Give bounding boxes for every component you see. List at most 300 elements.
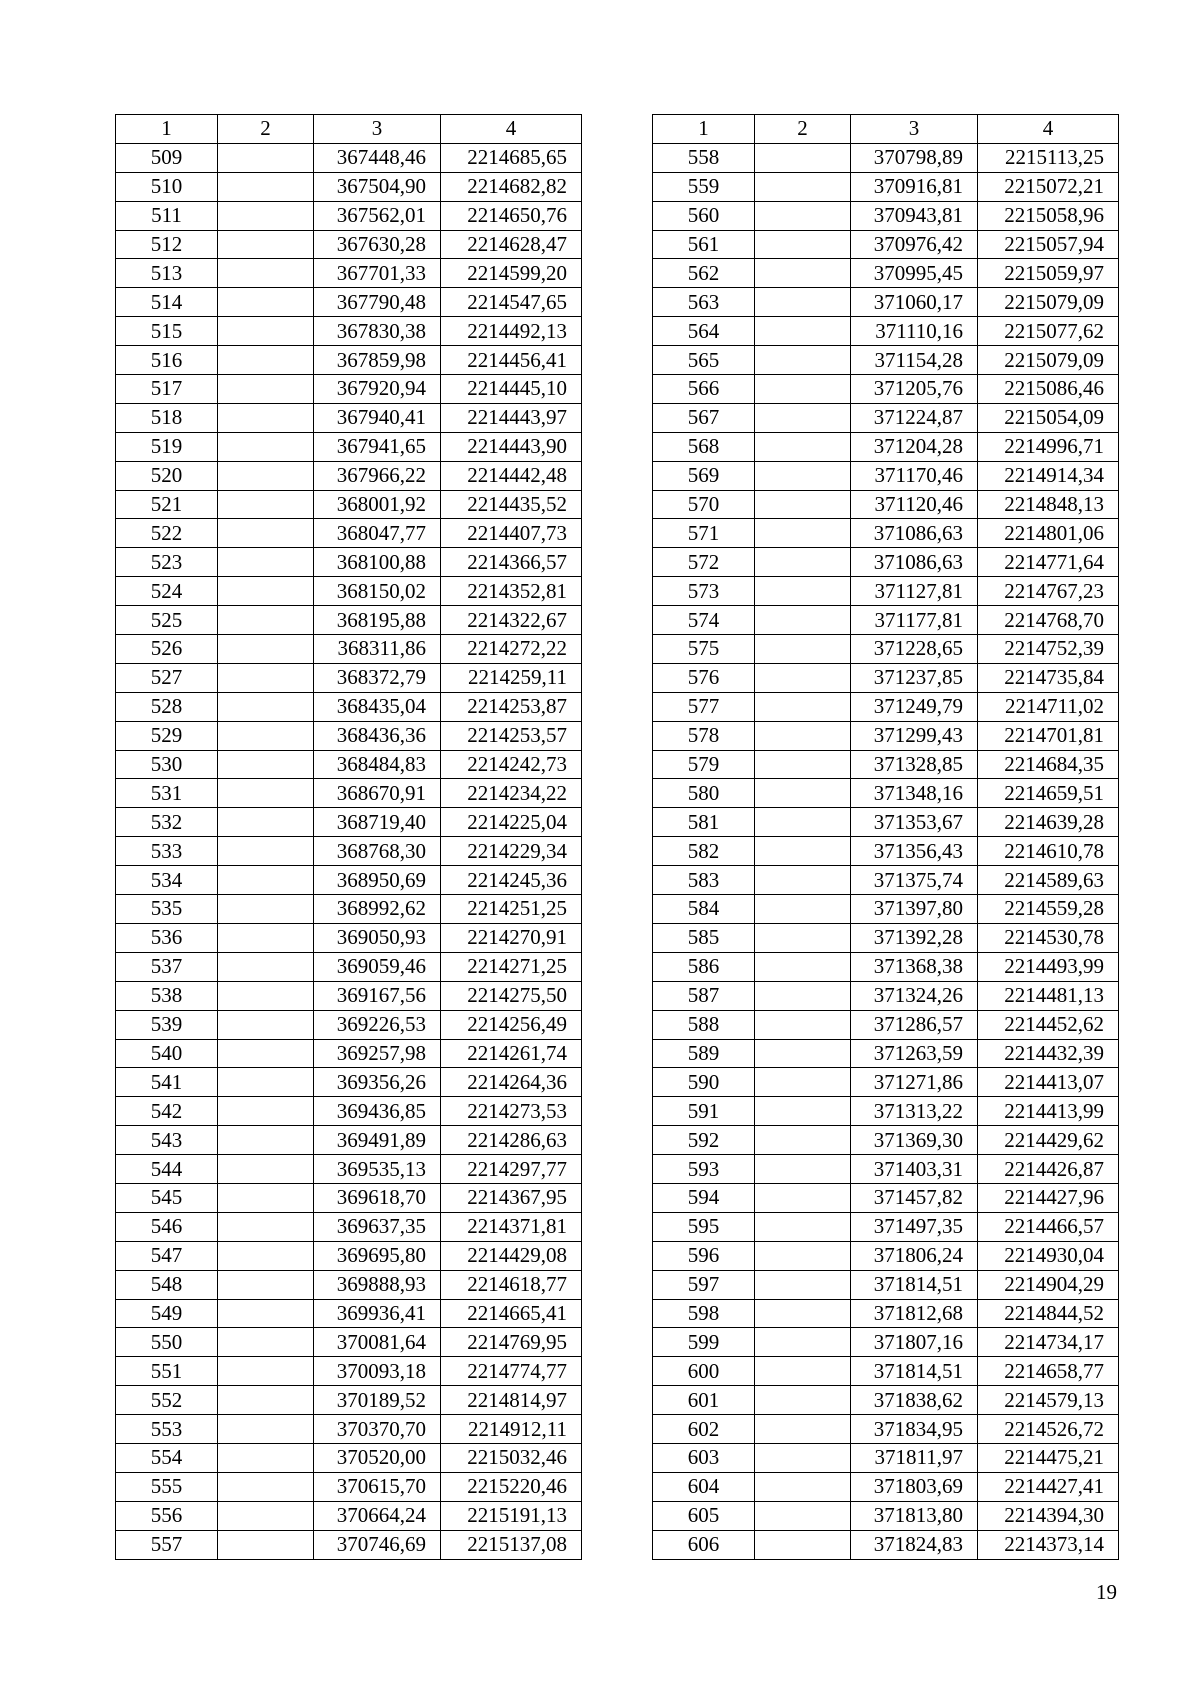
table-row [116,172,582,201]
table-row [116,1212,582,1241]
table-cell-col-3: 368100,88 [314,548,441,577]
table-cell-col-4: 2214229,34 [441,837,582,866]
table-cell-col-2 [218,1155,314,1184]
table-cell-col-2 [218,230,314,259]
table-cell-col-2 [755,1530,851,1559]
table-cell-col-4: 2214771,64 [978,548,1119,577]
table-cell-col-1: 567 [653,403,755,432]
table-cell-col-3: 367830,38 [314,317,441,346]
table-cell-col-4: 2214225,04 [441,808,582,837]
table-cell-col-4: 2214493,99 [978,952,1119,981]
table-cell-col-2 [218,1501,314,1530]
table-cell-col-4: 2215072,21 [978,172,1119,201]
table-cell-col-4: 2214475,21 [978,1443,1119,1472]
table-cell-col-1: 578 [653,721,755,750]
table-cell-col-2 [755,317,851,346]
table-row [653,288,1119,317]
table-cell-col-4: 2214530,78 [978,923,1119,952]
table-row [116,866,582,895]
table-cell-col-4: 2215079,09 [978,346,1119,375]
table-cell-col-1: 588 [653,1010,755,1039]
column-header-3: 3 [851,115,978,144]
table-row [653,461,1119,490]
table-row [653,779,1119,808]
table-cell-col-1: 579 [653,750,755,779]
table-cell-col-4: 2214273,53 [441,1097,582,1126]
table-cell-col-4: 2214371,81 [441,1212,582,1241]
table-row [116,1415,582,1444]
table-cell-col-1: 585 [653,923,755,952]
table-cell-col-2 [755,143,851,172]
table-cell-col-1: 513 [116,259,218,288]
table-cell-col-4: 2214685,65 [441,143,582,172]
table-cell-col-1: 581 [653,808,755,837]
table-cell-col-3: 370520,00 [314,1443,441,1472]
table-cell-col-4: 2214481,13 [978,981,1119,1010]
table-cell-col-3: 371497,35 [851,1212,978,1241]
table-cell-col-4: 2214801,06 [978,519,1119,548]
table-cell-col-3: 371086,63 [851,519,978,548]
table-row [116,837,582,866]
table-cell-col-4: 2214848,13 [978,490,1119,519]
table-cell-col-1: 519 [116,432,218,461]
table-cell-col-4: 2214466,57 [978,1212,1119,1241]
table-row [653,403,1119,432]
table-cell-col-1: 527 [116,663,218,692]
table-cell-col-2 [755,490,851,519]
table-cell-col-1: 521 [116,490,218,519]
table-cell-col-2 [218,1270,314,1299]
table-row [116,1328,582,1357]
table-cell-col-1: 577 [653,692,755,721]
table-cell-col-2 [218,1530,314,1559]
table-cell-col-3: 371368,38 [851,952,978,981]
column-header-2: 2 [218,115,314,144]
table-cell-col-4: 2214443,97 [441,403,582,432]
table-cell-col-4: 2215079,09 [978,288,1119,317]
table-cell-col-4: 2214435,52 [441,490,582,519]
page-number: 19 [1096,1580,1117,1604]
table-row [116,981,582,1010]
table-cell-col-1: 584 [653,895,755,924]
table-row [653,1299,1119,1328]
table-cell-col-4: 2214251,25 [441,895,582,924]
table-row [653,548,1119,577]
table-row [653,375,1119,404]
table-cell-col-3: 369050,93 [314,923,441,952]
table-cell-col-3: 368950,69 [314,866,441,895]
table-cell-col-3: 367941,65 [314,432,441,461]
table-cell-col-4: 2214650,76 [441,201,582,230]
table-cell-col-2 [218,635,314,664]
table-row [116,288,582,317]
table-cell-col-2 [755,866,851,895]
table-cell-col-3: 371177,81 [851,606,978,635]
table-cell-col-2 [218,519,314,548]
table-cell-col-1: 532 [116,808,218,837]
table-cell-col-4: 2214767,23 [978,577,1119,606]
table-row [116,1299,582,1328]
table-cell-col-1: 516 [116,346,218,375]
table-cell-col-3: 371814,51 [851,1270,978,1299]
table-cell-col-2 [218,201,314,230]
table-cell-col-1: 601 [653,1386,755,1415]
table-cell-col-1: 510 [116,172,218,201]
table-row [653,1039,1119,1068]
table-cell-col-1: 509 [116,143,218,172]
table-cell-col-3: 371834,95 [851,1415,978,1444]
table-row [653,172,1119,201]
table-row [653,1530,1119,1559]
table-cell-col-4: 2214492,13 [441,317,582,346]
table-cell-col-4: 2214774,77 [441,1357,582,1386]
table-cell-col-4: 2214442,48 [441,461,582,490]
table-cell-col-1: 553 [116,1415,218,1444]
table-cell-col-3: 367562,01 [314,201,441,230]
table-cell-col-1: 539 [116,1010,218,1039]
table-cell-col-2 [218,1386,314,1415]
column-header-3: 3 [314,115,441,144]
table-cell-col-4: 2214427,41 [978,1472,1119,1501]
table-cell-col-1: 528 [116,692,218,721]
table-cell-col-2 [218,750,314,779]
table-cell-col-2 [755,1212,851,1241]
table-row [653,143,1119,172]
table-cell-col-3: 370081,64 [314,1328,441,1357]
table-cell-col-2 [218,606,314,635]
table-cell-col-4: 2214259,11 [441,663,582,692]
table-cell-col-1: 604 [653,1472,755,1501]
table-cell-col-4: 2214429,08 [441,1241,582,1270]
table-cell-col-2 [218,1241,314,1270]
table-row [653,895,1119,924]
table-cell-col-1: 533 [116,837,218,866]
table-header-row [116,115,582,144]
table-cell-col-3: 369618,70 [314,1183,441,1212]
table-cell-col-1: 545 [116,1183,218,1212]
table-row [116,1472,582,1501]
table-row [116,1097,582,1126]
table-cell-col-3: 371120,46 [851,490,978,519]
table-cell-col-4: 2214275,50 [441,981,582,1010]
table-cell-col-3: 368435,04 [314,692,441,721]
table-cell-col-2 [218,1039,314,1068]
table-cell-col-1: 587 [653,981,755,1010]
table-cell-col-1: 549 [116,1299,218,1328]
table-cell-col-2 [755,1241,851,1270]
table-cell-col-2 [755,1270,851,1299]
table-cell-col-1: 568 [653,432,755,461]
table-cell-col-1: 591 [653,1097,755,1126]
table-cell-col-1: 517 [116,375,218,404]
table-cell-col-2 [755,692,851,721]
table-cell-col-4: 2214628,47 [441,230,582,259]
table-row [116,1357,582,1386]
table-cell-col-2 [218,1126,314,1155]
table-cell-col-2 [755,288,851,317]
table-cell-col-1: 524 [116,577,218,606]
table-row [653,635,1119,664]
table-cell-col-2 [755,230,851,259]
table-cell-col-4: 2214242,73 [441,750,582,779]
table-cell-col-2 [755,721,851,750]
table-cell-col-3: 370995,45 [851,259,978,288]
table-cell-col-1: 599 [653,1328,755,1357]
table-cell-col-2 [218,1010,314,1039]
table-cell-col-1: 514 [116,288,218,317]
table-cell-col-4: 2214814,97 [441,1386,582,1415]
table-cell-col-3: 367790,48 [314,288,441,317]
table-cell-col-3: 371205,76 [851,375,978,404]
table-row [116,750,582,779]
table-row [116,375,582,404]
table-row [116,923,582,952]
table-cell-col-3: 370664,24 [314,1501,441,1530]
table-cell-col-4: 2214768,70 [978,606,1119,635]
table-cell-col-3: 368372,79 [314,663,441,692]
table-cell-col-2 [755,1386,851,1415]
table-cell-col-3: 368670,91 [314,779,441,808]
table-cell-col-1: 560 [653,201,755,230]
table-cell-col-4: 2214526,72 [978,1415,1119,1444]
table-cell-col-1: 536 [116,923,218,952]
table-cell-col-4: 2214589,63 [978,866,1119,895]
table-cell-col-4: 2214996,71 [978,432,1119,461]
table-cell-col-1: 571 [653,519,755,548]
table-cell-col-1: 522 [116,519,218,548]
table-body-right [653,143,1119,1559]
table-row [653,808,1119,837]
table-cell-col-1: 556 [116,1501,218,1530]
table-row [653,490,1119,519]
table-row [116,1443,582,1472]
table-cell-col-2 [218,1097,314,1126]
table-row [653,1415,1119,1444]
table-cell-col-1: 523 [116,548,218,577]
table-cell-col-2 [218,1068,314,1097]
table-row [116,346,582,375]
table-cell-col-3: 368992,62 [314,895,441,924]
table-row [653,1357,1119,1386]
table-row [116,1386,582,1415]
table-cell-col-1: 593 [653,1155,755,1184]
table-cell-col-2 [218,837,314,866]
table-cell-col-2 [755,1097,851,1126]
table-row [653,1126,1119,1155]
table-cell-col-1: 552 [116,1386,218,1415]
table-cell-col-2 [218,895,314,924]
table-cell-col-4: 2214665,41 [441,1299,582,1328]
table-cell-col-4: 2215077,62 [978,317,1119,346]
table-cell-col-4: 2214445,10 [441,375,582,404]
table-cell-col-2 [218,1212,314,1241]
table-row [653,1068,1119,1097]
table-cell-col-2 [755,895,851,924]
coordinate-table-left [115,114,582,1560]
table-cell-col-1: 592 [653,1126,755,1155]
table-cell-col-3: 371814,51 [851,1357,978,1386]
table-body-left [116,143,582,1559]
table-cell-col-4: 2214456,41 [441,346,582,375]
table-cell-col-1: 543 [116,1126,218,1155]
table-cell-col-1: 563 [653,288,755,317]
table-row [653,346,1119,375]
table-cell-col-1: 535 [116,895,218,924]
table-cell-col-3: 371170,46 [851,461,978,490]
table-cell-col-3: 367920,94 [314,375,441,404]
table-cell-col-2 [218,577,314,606]
table-cell-col-1: 555 [116,1472,218,1501]
table-row [653,432,1119,461]
table-cell-col-3: 371313,22 [851,1097,978,1126]
table-cell-col-4: 2214912,11 [441,1415,582,1444]
table-cell-col-2 [755,663,851,692]
table-cell-col-4: 2214253,87 [441,692,582,721]
table-cell-col-1: 597 [653,1270,755,1299]
table-cell-col-2 [755,346,851,375]
table-row [116,663,582,692]
table-cell-col-3: 371403,31 [851,1155,978,1184]
table-cell-col-3: 371324,26 [851,981,978,1010]
table-cell-col-3: 371263,59 [851,1039,978,1068]
table-cell-col-3: 371110,16 [851,317,978,346]
table-cell-col-3: 369637,35 [314,1212,441,1241]
table-cell-col-1: 600 [653,1357,755,1386]
table-cell-col-4: 2214610,78 [978,837,1119,866]
table-cell-col-2 [755,1472,851,1501]
table-cell-col-2 [755,1126,851,1155]
table-cell-col-4: 2214253,57 [441,721,582,750]
table-cell-col-3: 370615,70 [314,1472,441,1501]
table-cell-col-2 [218,808,314,837]
table-row [116,1241,582,1270]
table-row [653,981,1119,1010]
table-cell-col-3: 369436,85 [314,1097,441,1126]
table-cell-col-4: 2214245,36 [441,866,582,895]
table-row [653,1501,1119,1530]
table-cell-col-3: 368311,86 [314,635,441,664]
table-row [116,1039,582,1068]
table-row [116,1501,582,1530]
table-row [116,808,582,837]
table-cell-col-3: 371127,81 [851,577,978,606]
table-cell-col-1: 580 [653,779,755,808]
table-cell-col-4: 2214547,65 [441,288,582,317]
table-cell-col-1: 534 [116,866,218,895]
table-cell-col-1: 606 [653,1530,755,1559]
column-header-2: 2 [755,115,851,144]
table-cell-col-1: 573 [653,577,755,606]
table-cell-col-3: 369257,98 [314,1039,441,1068]
table-header-row [653,115,1119,144]
table-cell-col-2 [218,923,314,952]
table-cell-col-4: 2214297,77 [441,1155,582,1184]
table-cell-col-2 [755,259,851,288]
table-row [116,606,582,635]
table-row [116,230,582,259]
table-cell-col-3: 367701,33 [314,259,441,288]
table-cell-col-2 [755,403,851,432]
table-row [116,1010,582,1039]
table-cell-col-1: 596 [653,1241,755,1270]
table-cell-col-1: 511 [116,201,218,230]
table-row [116,895,582,924]
table-cell-col-1: 598 [653,1299,755,1328]
table-cell-col-4: 2214352,81 [441,577,582,606]
table-cell-col-3: 371392,28 [851,923,978,952]
table-row [653,692,1119,721]
table-cell-col-3: 368484,83 [314,750,441,779]
table-cell-col-2 [755,1155,851,1184]
table-cell-col-3: 371824,83 [851,1530,978,1559]
table-cell-col-4: 2214261,74 [441,1039,582,1068]
table-cell-col-4: 2214264,36 [441,1068,582,1097]
table-cell-col-1: 595 [653,1212,755,1241]
table-row [653,1328,1119,1357]
table-row [116,403,582,432]
table-cell-col-4: 2215059,97 [978,259,1119,288]
table-row [116,779,582,808]
table-cell-col-1: 529 [116,721,218,750]
table-row [653,1472,1119,1501]
table-cell-col-3: 369491,89 [314,1126,441,1155]
table-cell-col-3: 371838,62 [851,1386,978,1415]
table-row [653,577,1119,606]
table-cell-col-2 [218,288,314,317]
table-cell-col-1: 547 [116,1241,218,1270]
table-cell-col-4: 2214735,84 [978,663,1119,692]
column-header-1: 1 [653,115,755,144]
table-cell-col-2 [755,577,851,606]
table-cell-col-1: 515 [116,317,218,346]
table-cell-col-1: 530 [116,750,218,779]
table-cell-col-3: 371086,63 [851,548,978,577]
table-cell-col-2 [755,923,851,952]
table-cell-col-1: 518 [116,403,218,432]
table-cell-col-2 [218,952,314,981]
table-cell-col-3: 370916,81 [851,172,978,201]
table-cell-col-1: 559 [653,172,755,201]
table-cell-col-4: 2214426,87 [978,1155,1119,1184]
table-cell-col-4: 2214373,14 [978,1530,1119,1559]
table-cell-col-4: 2214579,13 [978,1386,1119,1415]
table-cell-col-4: 2215057,94 [978,230,1119,259]
table-cell-col-2 [218,1472,314,1501]
table-cell-col-1: 575 [653,635,755,664]
table-cell-col-3: 368150,02 [314,577,441,606]
table-cell-col-4: 2214432,39 [978,1039,1119,1068]
table-cell-col-1: 574 [653,606,755,635]
table-cell-col-2 [755,750,851,779]
table-row [653,1270,1119,1299]
table-cell-col-2 [218,1183,314,1212]
table-cell-col-4: 2214701,81 [978,721,1119,750]
table-cell-col-2 [755,1328,851,1357]
table-cell-col-2 [218,1357,314,1386]
table-cell-col-3: 371397,80 [851,895,978,924]
table-cell-col-2 [755,172,851,201]
table-row [116,721,582,750]
table-row [653,317,1119,346]
table-cell-col-3: 371204,28 [851,432,978,461]
table-cell-col-2 [755,635,851,664]
table-cell-col-3: 368436,36 [314,721,441,750]
table-cell-col-3: 371813,80 [851,1501,978,1530]
table-cell-col-4: 2214366,57 [441,548,582,577]
table-cell-col-2 [218,172,314,201]
table-cell-col-4: 2214429,62 [978,1126,1119,1155]
table-row [653,1443,1119,1472]
